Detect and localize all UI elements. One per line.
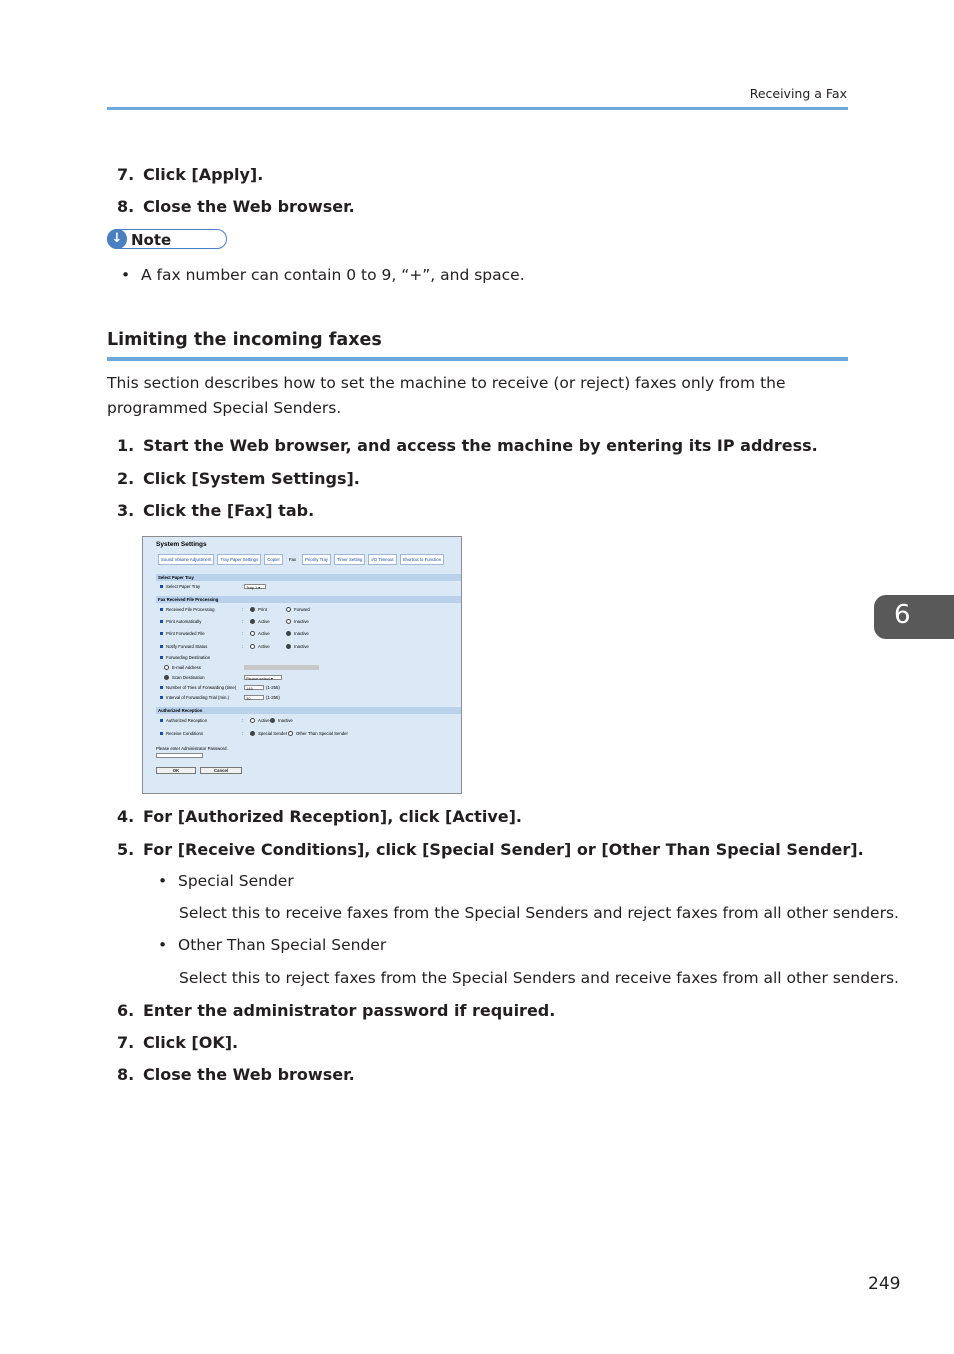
radio-inactive[interactable] [286,631,309,636]
option-other-than-special-desc: Select this to reject faxes from the Special Senders and receive faxes from all other senders. [179,969,899,987]
colon: : [242,631,244,636]
row-scan-destination [164,675,205,680]
row-label: Authorized Reception [166,718,208,723]
row-label: Print Automatically [166,619,202,624]
option-label: Active [258,631,270,636]
row-select-tray [160,584,200,589]
radio-icon [286,631,291,636]
row-label: E-mail Address [172,665,201,670]
interval-input[interactable]: 30 [244,695,264,700]
radio-icon [270,718,275,723]
radio-icon [250,644,255,649]
radio-active[interactable] [250,631,270,636]
colon: : [242,584,244,589]
chapter-tab [874,595,954,639]
step-text: For [Authorized Reception], click [Active]. [143,807,522,826]
tab-tray-paper[interactable]: Tray Paper Settings [217,554,261,565]
admin-password-input[interactable] [156,753,203,758]
colon: : [242,718,244,723]
option-label: Print [258,607,267,612]
band-authorized-reception: Authorized Reception [156,707,462,714]
settings-tabs [158,554,444,564]
row-label: Received File Processing [166,607,215,612]
system-settings-screenshot [142,536,462,794]
step-6-password [117,1001,555,1020]
radio-icon [250,607,255,612]
note-label: Note [131,231,172,249]
row-interval [160,695,229,700]
option-name: Special Sender [178,872,294,890]
row-label: Select Paper Tray [166,584,201,589]
radio-print[interactable] [250,607,267,612]
square-bullet-icon [160,608,163,611]
tab-io-timeout[interactable]: I/O Timeout [368,554,396,565]
row-label: Forwarding Destination [166,655,211,660]
row-label: Receive Conditions [166,731,204,736]
step-5-receive-conditions [117,840,864,859]
row-label: Scan Destination [172,675,205,680]
scan-value: Please select [246,676,270,681]
step-8-close-browser [117,1065,355,1084]
radio-icon [286,644,291,649]
option-label: Inactive [294,644,309,649]
tray-select[interactable]: Tray 1 ▾ [244,584,266,589]
section-intro: This section describes how to set the machine to receive (or reject) faxes only from the programmed Special Senders. [107,374,786,417]
colon: : [242,607,244,612]
step-7-apply [117,165,263,184]
tab-copier[interactable]: Copier [264,554,283,565]
step-text: Start the Web browser, and access the machine by entering its IP address. [143,436,818,455]
option-label: Inactive [294,619,309,624]
radio-inactive[interactable] [270,718,293,723]
radio-active[interactable] [250,619,270,624]
colon: : [242,644,244,649]
row-notify-status [160,644,207,649]
scan-destination-select[interactable]: Please select ▾ [244,675,282,680]
radio-active[interactable] [250,644,270,649]
step-number: 5. [117,840,135,859]
radio-inactive[interactable] [286,644,309,649]
email-field[interactable] [244,665,319,670]
note-bullet-text: A fax number can contain 0 to 9, “+”, and space. [141,266,525,284]
step-text: Click [Apply]. [143,165,264,184]
option-special-sender-desc: Select this to receive faxes from the Special Senders and reject faxes from all other senders. [179,904,899,922]
cancel-button[interactable]: Cancel [200,767,242,774]
ok-button[interactable]: OK [156,767,196,774]
step-number: 4. [117,807,135,826]
row-authorized-reception [160,718,207,723]
radio-icon [164,675,169,680]
bullet-icon: • [121,266,131,284]
option-label: Active [258,718,270,723]
tries-range: (1-255) [266,685,280,690]
option-special-sender [158,872,294,890]
band-paper-tray: Select Paper Tray [156,574,462,581]
row-forwarding-destination [160,655,210,660]
running-header: Receiving a Fax [749,86,847,101]
radio-forward[interactable] [286,607,310,612]
radio-icon [288,731,293,736]
radio-icon [250,731,255,736]
option-name: Other Than Special Sender [178,936,387,954]
option-label: Inactive [294,631,309,636]
square-bullet-icon [160,686,163,689]
step-number: 1. [117,436,135,455]
page-number: 249 [868,1274,901,1294]
square-bullet-icon [160,719,163,722]
step-text: Click [OK]. [143,1033,239,1052]
option-label: Active [258,644,270,649]
tab-priority-tray[interactable]: Priority Tray [302,554,331,565]
note-badge [107,229,227,249]
step-text: Enter the administrator password if required. [143,1001,556,1020]
row-print-forwarded [160,631,205,636]
option-label: Other Than Special Sender [296,731,348,736]
header-rule [107,107,848,110]
step-4-authorized-reception [117,807,522,826]
band-received-processing: Fax Received File Processing [156,596,462,603]
step-number: 8. [117,197,135,216]
option-label: Inactive [278,718,293,723]
row-receive-conditions [160,731,203,736]
colon: : [242,619,244,624]
option-label: Special Sender [258,731,288,736]
row-label: Number of Tries of Forwarding (time) [166,685,237,690]
step-number: 8. [117,1065,135,1084]
option-other-than-special [158,936,386,954]
option-label: Active [258,619,270,624]
radio-other-than-special[interactable] [288,731,348,736]
section-rule [107,357,848,361]
row-email-address [164,665,201,670]
square-bullet-icon [160,732,163,735]
radio-icon [250,631,255,636]
row-label: Print Forwarded File [166,631,205,636]
square-bullet-icon [160,656,163,659]
step-text: Close the Web browser. [143,1065,355,1084]
square-bullet-icon [160,696,163,699]
square-bullet-icon [160,620,163,623]
tab-timer-setting[interactable]: Timer Setting [334,554,365,565]
step-text: For [Receive Conditions], click [Special Sender] or [Other Than Special Sender]. [143,840,864,859]
tries-input[interactable]: 145 [244,685,264,690]
row-print-automatically [160,619,201,624]
radio-icon [286,607,291,612]
radio-icon [250,718,255,723]
tab-sound-volume[interactable]: Sound Volume Adjustment [158,554,214,565]
tray-value: Tray 1 [246,585,258,590]
tab-fax[interactable]: Fax [286,554,299,565]
radio-icon [164,665,169,670]
square-bullet-icon [160,585,163,588]
step-number: 7. [117,1033,135,1052]
arrow-down-icon: ↓ [107,229,127,249]
step-8-close-browser [117,197,355,216]
step-1-start-browser [117,436,818,455]
radio-active[interactable] [250,718,270,723]
step-number: 3. [117,501,135,520]
tab-shortcut[interactable]: Shortcut to Function [400,554,444,565]
bullet-icon: • [158,936,168,954]
square-bullet-icon [160,632,163,635]
row-label: Notify Forward Status [166,644,208,649]
radio-icon [250,619,255,624]
colon: : [242,731,244,736]
bullet-icon: • [158,872,168,890]
password-label: Please enter Administrator Password. [156,746,228,751]
row-number-of-tries [160,685,236,690]
row-label: Interval of Forwarding Trial (min.) [166,695,230,700]
note-bullet [121,266,525,284]
step-number: 7. [117,165,135,184]
chapter-number: 6 [894,600,911,630]
option-label: Forward [294,607,310,612]
radio-inactive[interactable] [286,619,309,624]
step-number: 6. [117,1001,135,1020]
interval-range: (1-255) [266,695,280,700]
step-3-fax-tab [117,501,314,520]
screenshot-title: System Settings [156,541,207,548]
section-title: Limiting the incoming faxes [107,330,382,350]
step-text: Click the [Fax] tab. [143,501,315,520]
row-received-processing [160,607,214,612]
radio-special-sender[interactable] [250,731,287,736]
step-7-ok [117,1033,238,1052]
step-text: Close the Web browser. [143,197,355,216]
step-text: Click [System Settings]. [143,469,360,488]
radio-icon [286,619,291,624]
step-2-system-settings [117,469,360,488]
square-bullet-icon [160,645,163,648]
step-number: 2. [117,469,135,488]
